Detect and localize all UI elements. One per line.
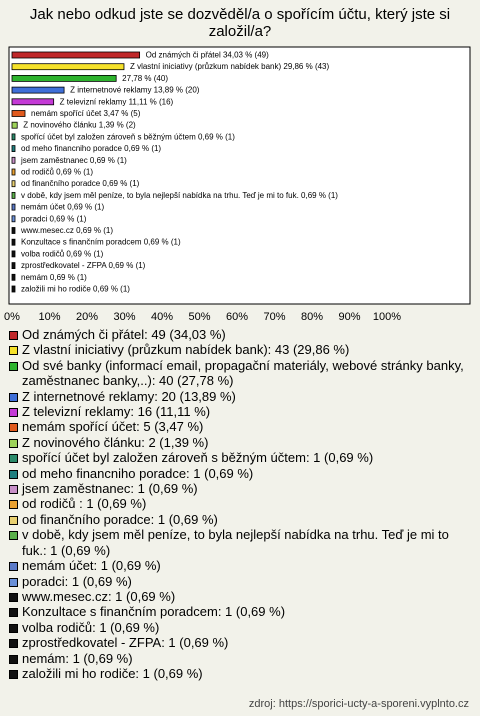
legend-swatch (9, 531, 18, 540)
bar (12, 204, 15, 210)
bar (12, 169, 15, 175)
x-tick-label: 30% (113, 311, 136, 323)
bar (12, 52, 140, 58)
bar-label: jsem zaměstnanec 0,69 % (1) (21, 155, 127, 165)
bar-label: spořící účet byl založen zároveň s běžným účtem 0,69 % (1) (21, 132, 235, 142)
x-tick-label: 60% (225, 311, 249, 323)
bar (12, 216, 15, 222)
legend-label: Konzultace s finančním poradcem: 1 (0,69 %) (22, 604, 286, 620)
legend-item (9, 589, 474, 604)
legend-label: od finančního poradce: 1 (0,69 %) (22, 511, 218, 527)
legend-item (9, 389, 474, 404)
bar-label: poradci 0,69 % (1) (21, 214, 87, 224)
bar (12, 251, 15, 257)
bar-label: Od známých či přátel 34,03 % (49) (145, 50, 269, 60)
legend-label: nemám spořící účet: 5 (3,47 %) (22, 419, 204, 435)
legend-item (9, 620, 474, 635)
bar (12, 239, 15, 245)
legend-label: jsem zaměstnanec: 1 (0,69 %) (22, 481, 198, 497)
bar (12, 75, 116, 81)
legend-label: Od známých či přátel: 49 (34,03 %) (22, 327, 226, 342)
bar-label: nemám spořící účet 3,47 % (5) (31, 109, 141, 118)
legend-swatch (9, 624, 18, 633)
bar-label: Z novinového článku 1,39 % (2) (23, 120, 136, 130)
legend-swatch (9, 346, 18, 355)
legend-label: nemám: 1 (0,69 %) (22, 650, 133, 666)
source-link[interactable]: zdroj: https://sporici-ucty-a-sporeni.vyplnto.cz (248, 698, 469, 710)
legend-swatch (9, 608, 18, 617)
legend-label: od rodičů : 1 (0,69 %) (22, 496, 147, 512)
bar-label: zprostředkovatel - ZFPA 0,69 % (1) (21, 261, 146, 271)
legend-item (9, 466, 474, 481)
legend-item (9, 558, 474, 573)
bar-label: Z internetnové reklamy 13,89 % (20) (70, 85, 200, 95)
bar (12, 181, 15, 187)
legend-swatch (9, 362, 18, 371)
legend-swatch (9, 500, 18, 509)
legend-swatch (9, 470, 18, 479)
legend-label: volba rodičů: 1 (0,69 %) (22, 619, 160, 635)
x-tick-label: 20% (75, 311, 99, 323)
legend-label: Z televizní reklamy: 16 (11,11 %) (22, 404, 211, 420)
legend-swatch (9, 423, 18, 432)
x-tick-label: 90% (338, 311, 361, 323)
legend-swatch (9, 439, 18, 448)
bar (12, 157, 15, 163)
bar-label: založili mi ho rodiče 0,69 % (1) (21, 284, 130, 294)
bar (12, 263, 15, 269)
bar (12, 87, 64, 93)
legend-item (9, 481, 474, 496)
legend-item (9, 527, 474, 558)
bar (12, 286, 15, 292)
bar-label: 27,78 % (40) (122, 73, 168, 83)
legend-label: zprostředkovatel - ZFPA: 1 (0,69 %) (22, 635, 229, 651)
bar-label: od meho financniho poradce 0,69 % (1) (21, 144, 162, 154)
legend-item (9, 342, 474, 357)
bar-label: nemám 0,69 % (1) (21, 272, 87, 282)
x-tick-label: 80% (300, 311, 324, 323)
bar-label: nemám účet 0,69 % (1) (21, 202, 105, 212)
x-tick-label: 0% (4, 311, 20, 323)
x-tick-label: 40% (150, 311, 174, 323)
bar-label: www.mesec.cz 0,69 % (1) (21, 226, 114, 235)
legend-swatch (9, 670, 18, 679)
legend-label: Z vlastní iniciativy (průzkum nabídek bank): 43 (29,86 %) (22, 342, 350, 358)
legend-swatch (9, 408, 18, 417)
legend-label: od meho financniho poradce: 1 (0,69 %) (22, 465, 254, 481)
legend-swatch (9, 655, 18, 664)
chart-title: Jak nebo odkud jste se dozvěděl/a o spořícím účtu, který jste si založil/a? (29, 6, 451, 40)
bar (12, 64, 124, 70)
x-tick-label: 70% (263, 311, 286, 323)
legend-item (9, 435, 474, 450)
chart-legend (9, 327, 474, 681)
legend-item (9, 574, 474, 589)
legend-swatch (9, 516, 18, 525)
bar-label: Konzultace s finančním poradcem 0,69 % (1) (21, 237, 181, 247)
legend-swatch (9, 639, 18, 648)
legend-label: Z novinového článku: 2 (1,39 %) (22, 434, 209, 450)
legend-swatch (9, 393, 18, 402)
legend-swatch (9, 485, 18, 494)
legend-item (9, 450, 474, 465)
bar (12, 122, 17, 128)
legend-item (9, 496, 474, 511)
bar-label: volba rodičů 0,69 % (1) (21, 249, 104, 259)
legend-item (9, 404, 474, 419)
legend-label: nemám účet: 1 (0,69 %) (22, 558, 161, 574)
legend-swatch (9, 593, 18, 602)
bar (12, 99, 54, 105)
legend-swatch (9, 578, 18, 587)
legend-item (9, 666, 474, 681)
bar-label: Z vlastní iniciativy (průzkum nabídek bank) 29,86 % (43) (129, 62, 330, 72)
legend-label: www.mesec.cz: 1 (0,69 %) (22, 588, 176, 604)
bar (12, 274, 15, 280)
bar (12, 228, 15, 234)
legend-item (9, 635, 474, 650)
legend-swatch (9, 562, 18, 571)
legend-label: Z internetnové reklamy: 20 (13,89 %) (22, 388, 236, 404)
legend-label: založili mi ho rodiče: 1 (0,69 %) (22, 665, 203, 681)
legend-item (9, 512, 474, 527)
bar-label: v době, kdy jsem měl peníze, to byla nejlepší nabídka na trhu. Teď je mi to fuk. 0,69 % (1) (21, 190, 338, 200)
bar-label: Z televizní reklamy 11,11 % (16) (59, 97, 174, 107)
legend-label: v době, kdy jsem měl peníze, to byla nejlepší nabídka na trhu. Teď je mi to fuk.: 1 (0,69 %) (22, 527, 449, 558)
legend-item (9, 327, 474, 342)
legend-label: spořící účet byl založen zároveň s běžným účtem: 1 (0,69 %) (22, 450, 374, 466)
bar-label: od rodičů 0,69 % (1) (21, 167, 94, 177)
legend-item (9, 651, 474, 666)
legend-swatch (9, 331, 18, 340)
bar-chart (0, 0, 480, 330)
bar (12, 134, 15, 140)
x-tick-label: 50% (188, 311, 211, 323)
bar (12, 192, 15, 198)
bar (12, 111, 25, 117)
legend-item (9, 358, 474, 389)
bar-label: od finančního poradce 0,69 % (1) (21, 179, 140, 189)
legend-swatch (9, 454, 18, 463)
legend-label: Od své banky (informací email, propagační materiály, webové stránky banky, zaměstnanec banky,..): 40 (27,78 %) (22, 357, 464, 389)
legend-item (9, 419, 474, 434)
bar (12, 146, 15, 152)
x-tick-label: 100% (372, 311, 402, 323)
x-tick-label: 10% (38, 311, 61, 323)
legend-label: poradci: 1 (0,69 %) (22, 573, 132, 589)
legend-item (9, 604, 474, 619)
